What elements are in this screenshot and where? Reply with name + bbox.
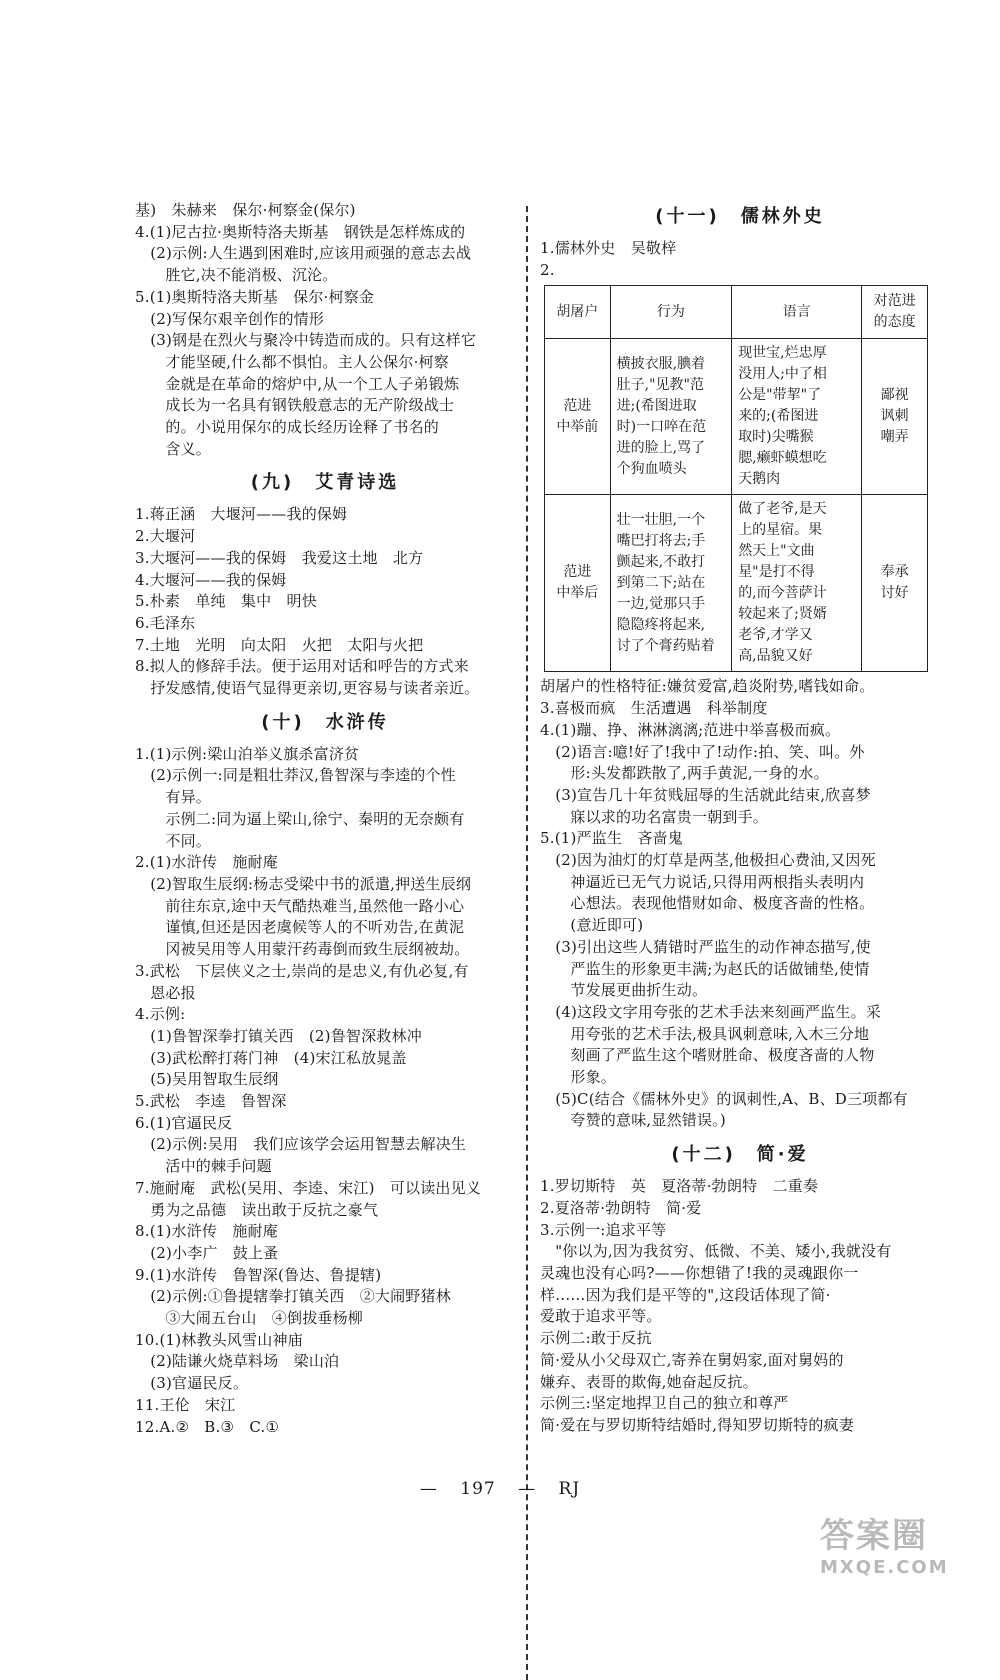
text-line: 6.毛泽东 xyxy=(135,613,196,632)
page-footer xyxy=(0,1479,1000,1499)
text-line: 4.(1)尼古拉·奥斯特洛夫斯基 钢铁是怎样炼成的 xyxy=(135,222,466,241)
cell-text-line: 隐隐疼将起来, xyxy=(616,616,706,633)
text-line: 示例三:坚定地捍卫自己的独立和尊严 xyxy=(540,1394,789,1413)
text-line: 8.拟人的修辞手法。便于运用对话和呼告的方式来 xyxy=(135,657,469,676)
row-label-cell xyxy=(545,495,611,672)
text-line: 有异。 xyxy=(135,788,212,807)
cell-text-line: 腮,癞虾蟆想吃 xyxy=(738,450,827,467)
cell-text-line: 中举后 xyxy=(556,585,599,602)
text-line: 夸赞的意味,显然错误。) xyxy=(540,1111,726,1130)
text-line: 简·爱从小父母双亡,寄养在舅妈家,面对舅妈的 xyxy=(540,1350,844,1369)
text-line: 5.武松 李逵 鲁智深 xyxy=(135,1092,287,1111)
text-line: (2)示例:①鲁提辖拳打镇关西 ②大闹野猪林 xyxy=(135,1287,451,1306)
butcher-hu-table xyxy=(544,285,928,672)
text-line: 1.(1)示例:梁山泊举义旗杀富济贫 xyxy=(135,744,360,763)
text-line: 恩必报 xyxy=(135,983,196,1002)
cell-text-line: 到第二下;站在 xyxy=(616,574,706,591)
right-column xyxy=(540,200,940,1437)
text-line: 不同。 xyxy=(135,831,212,850)
text-line: 10.(1)林教头风雪山神庙 xyxy=(135,1330,303,1349)
text-line: 含义。 xyxy=(135,439,212,458)
table-header-cell: 胡屠户 xyxy=(545,286,611,339)
text-line: (5)C(结合《儒林外史》的讽刺性,A、B、D三项都有 xyxy=(540,1089,908,1108)
cell-text-line: 嘲弄 xyxy=(880,429,909,446)
text-line: 心想法。表现他惜财如命、极度吝啬的性格。 xyxy=(540,894,875,913)
text-line: 形:头发都跌散了,两手黄泥,一身的水。 xyxy=(540,764,829,783)
right-block-3 xyxy=(540,1176,940,1436)
text-line: 用夸张的艺术手法,极具讽刺意味,入木三分地 xyxy=(540,1024,870,1043)
cell-text-line: 壮一壮胆,一个 xyxy=(616,511,706,528)
left-column xyxy=(135,200,515,1438)
text-line: (3)宣告几十年贫贱屈辱的生活就此结束,欣喜梦 xyxy=(540,785,871,804)
text-line: (2)智取生辰纲:杨志受梁中书的派遣,押送生辰纲 xyxy=(135,874,472,893)
attitude-cell xyxy=(862,495,928,672)
table-header-cell: 语言 xyxy=(732,286,862,339)
text-line: 示例二:敢于反抗 xyxy=(540,1329,652,1348)
text-line: 示例二:同为逼上梁山,徐宁、秦明的无奈颇有 xyxy=(135,809,465,828)
text-line: 8.(1)水浒传 施耐庵 xyxy=(135,1222,278,1241)
edition-mark: RJ xyxy=(558,1479,581,1499)
footer-dash: — xyxy=(518,1479,537,1499)
left-block-1 xyxy=(135,200,515,460)
text-line: (3)官逼民反。 xyxy=(135,1374,249,1393)
text-line: (2)示例:吴用 我们应该学会运用智慧去解决生 xyxy=(135,1135,467,1154)
text-line: ③大闹五台山 ④倒拔垂杨柳 xyxy=(135,1309,364,1328)
text-line: (3)引出这些人猜错时严监生的动作神态描写,使 xyxy=(540,937,871,956)
text-line: 寐以求的功名富贵一朝到手。 xyxy=(540,807,769,826)
text-line: 金就是在革命的熔炉中,从一个工人子弟锻炼 xyxy=(135,374,460,393)
cell-text-line: 嘴巴打将去;手 xyxy=(616,532,706,549)
cell-text-line: 中举前 xyxy=(556,418,599,435)
text-line: 2.夏洛蒂·勃朗特 简·爱 xyxy=(540,1198,702,1217)
cell-text-line: 进;(希图进取 xyxy=(616,397,697,414)
text-line: 12.A.② B.③ C.① xyxy=(135,1417,280,1436)
text-line: (2)示例:人生遇到困难时,应该用顽强的意志去战 xyxy=(135,244,472,263)
text-line: (3)钢是在烈火与聚冷中铸造而成的。只有这样它 xyxy=(135,331,477,350)
text-line: 嫌弃、表哥的欺侮,她奋起反抗。 xyxy=(540,1372,758,1391)
text-line: 2. xyxy=(540,260,555,279)
text-line: 1.罗切斯特 英 夏洛蒂·勃朗特 二重奏 xyxy=(540,1177,819,1196)
cell-text-line: 公是"带挈"了 xyxy=(738,387,822,404)
speech-cell xyxy=(732,339,862,495)
text-line: 2.(1)水浒传 施耐庵 xyxy=(135,853,278,872)
cell-text-line: 讽刺 xyxy=(880,408,909,425)
row-label-cell xyxy=(545,339,611,495)
text-line: 1.蒋正涵 大堰河——我的保姆 xyxy=(135,505,348,524)
text-line: 形象。 xyxy=(540,1068,617,1087)
section-heading-12: (十二) 简·爱 xyxy=(671,1144,809,1166)
text-line: 冈被吴用等人用蒙汗药毒倒而致生辰纲被劫。 xyxy=(135,940,470,959)
text-line: (3)武松醉打蒋门神 (4)宋江私放晁盖 xyxy=(135,1048,407,1067)
cell-text-line: 上的星宿。果 xyxy=(738,522,823,539)
text-line: 3.大堰河——我的保姆 我爱这土地 北方 xyxy=(135,548,424,567)
cell-text-line: 现世宝,烂忠厚 xyxy=(738,345,827,362)
table-header-cell: 行为 xyxy=(610,286,732,339)
cell-text-line: 来的;(希图进 xyxy=(738,408,819,425)
attitude-cell xyxy=(862,339,928,495)
section-heading-9: (九) 艾青诗选 xyxy=(250,472,400,494)
text-line: "你以为,因为我贫穷、低微、不美、矮小,我就没有 xyxy=(540,1242,892,1261)
text-line: 神逼近已无气力说话,只得用两根指头表明内 xyxy=(540,872,865,891)
text-line: 7.施耐庵 武松(吴用、李逵、宋江) 可以读出见义 xyxy=(135,1178,482,1197)
cell-text-line: 高,品貌又好 xyxy=(738,648,813,665)
text-line: (4)这段文字用夸张的艺术手法来刻画严监生。采 xyxy=(540,1002,882,1021)
cell-text-line: 讨了个膏药贴着 xyxy=(616,637,715,654)
cell-text-line: 然天上"文曲 xyxy=(738,543,815,560)
cell-text-line: 奉承 xyxy=(880,564,909,581)
text-line: 抒发感情,使语气显得更亲切,更容易与读者亲近。 xyxy=(135,679,480,698)
cell-text-line: 做了老爷,是天 xyxy=(738,501,827,518)
text-line: 4.(1)蹦、挣、淋淋漓漓;范进中举喜极而疯。 xyxy=(540,720,841,739)
text-line: 3.武松 下层侠义之士,崇尚的是忠义,有仇必复,有 xyxy=(135,961,469,980)
text-line: 简·爱在与罗切斯特结婚时,得知罗切斯特的疯妻 xyxy=(540,1415,854,1434)
cell-text-line: 范进 xyxy=(563,397,592,414)
left-block-2 xyxy=(135,504,515,699)
text-line: (2)陆谦火烧草料场 梁山泊 xyxy=(135,1352,340,1371)
site-watermark-logo xyxy=(820,1508,990,1588)
text-line: 胡屠户的性格特征:嫌贫爱富,趋炎附势,嗜钱如命。 xyxy=(540,677,875,696)
right-block-2 xyxy=(540,676,940,1132)
cell-text-line: 一边,觉那只手 xyxy=(616,595,706,612)
text-line: 成长为一名具有钢铁般意志的无产阶级战士 xyxy=(135,396,455,415)
text-line: 活中的棘手问题 xyxy=(135,1157,272,1176)
cell-text-line: 横披衣服,腆着 xyxy=(616,355,706,372)
watermark-url: MXQE.COM xyxy=(820,1557,949,1578)
behavior-cell xyxy=(610,495,732,672)
text-line: (1)鲁智深拳打镇关西 (2)鲁智深救林冲 xyxy=(135,1026,422,1045)
text-line: 灵魂也没有心吗?——你想错了!我的灵魂跟你一 xyxy=(540,1263,859,1282)
text-line: 3.喜极而疯 生活遭遇 科举制度 xyxy=(540,699,768,718)
cell-text-line: 老爷,才学又 xyxy=(738,627,813,644)
text-line: (2)因为油灯的灯草是两茎,他极担心费油,又因死 xyxy=(540,851,876,870)
text-line: (2)写保尔艰辛创作的情形 xyxy=(135,309,325,328)
text-line: (2)示例一:同是粗壮莽汉,鲁智深与李逵的个性 xyxy=(135,766,456,785)
text-line: 前往东京,途中天气酷热难当,虽然他一路小心 xyxy=(135,896,465,915)
text-line: 5.(1)奥斯特洛夫斯基 保尔·柯察金 xyxy=(135,287,375,306)
cell-text-line: 讨好 xyxy=(880,585,909,602)
text-line: 才能坚硬,什么都不惧怕。主人公保尔·柯察 xyxy=(135,352,449,371)
cell-text-line: 肚子,"见教"范 xyxy=(616,376,704,393)
left-block-3 xyxy=(135,744,515,1439)
section-heading-11: (十一) 儒林外史 xyxy=(655,206,825,227)
text-line: 5.朴素 单纯 集中 明快 xyxy=(135,592,317,611)
text-line: (意近即可) xyxy=(540,916,644,935)
text-line: 4.示例: xyxy=(135,1005,186,1024)
footer-dash: — xyxy=(419,1479,438,1499)
text-line: 勇为之品德 读出敢于反抗之豪气 xyxy=(135,1200,379,1219)
text-line: 3.示例一:追求平等 xyxy=(540,1220,667,1239)
cell-text-line: 时)一口啐在范 xyxy=(616,418,707,435)
table-row xyxy=(545,495,928,672)
cell-text-line: 取时)尖嘴猴 xyxy=(738,429,814,446)
text-line: 刻画了严监生这个嗜财胜命、极度吝啬的人物 xyxy=(540,1046,875,1065)
watermark-title: 答案圈 xyxy=(820,1516,928,1556)
text-line: 样……因为我们是平等的",这段话体现了简· xyxy=(540,1285,831,1304)
page-number: 197 xyxy=(460,1479,496,1499)
text-line: 11.王伦 宋江 xyxy=(135,1395,236,1414)
text-line: 5.(1)严监生 吝啬鬼 xyxy=(540,829,683,848)
cell-text-line: 没用人;中了相 xyxy=(738,366,827,383)
table-row xyxy=(545,339,928,495)
text-line: (2)小李广 鼓上蚤 xyxy=(135,1243,279,1262)
cell-text-line: 较起来了;贤婿 xyxy=(738,606,827,623)
text-line: 1.儒林外史 吴敬梓 xyxy=(540,239,677,257)
text-line: 6.(1)官逼民反 xyxy=(135,1113,233,1132)
behavior-cell xyxy=(610,339,732,495)
text-line: 节发展更曲折生动。 xyxy=(540,981,708,1000)
cell-text-line: 天鹅肉 xyxy=(738,471,781,488)
text-line: 基) 朱赫来 保尔·柯察金(保尔) xyxy=(135,201,356,219)
cell-text-line: 星"是打不得 xyxy=(738,564,815,581)
text-line: (2)语言:噫!好了!我中了!动作:拍、笑、叫。外 xyxy=(540,742,865,761)
cell-text-line: 颤起来,不敢打 xyxy=(616,553,706,570)
text-line: 胜它,决不能消极、沉沦。 xyxy=(135,266,338,285)
text-line: 的。小说用保尔的成长经历诠释了书名的 xyxy=(135,418,440,437)
text-line: 7.土地 光明 向太阳 火把 太阳与火把 xyxy=(135,635,424,654)
speech-cell xyxy=(732,495,862,672)
text-line: 严监生的形象更丰满;为赵氏的话做铺垫,使情 xyxy=(540,959,870,978)
text-line: 9.(1)水浒传 鲁智深(鲁达、鲁提辖) xyxy=(135,1265,382,1284)
cell-text-line: 鄙视 xyxy=(880,387,909,404)
text-line: 4.大堰河——我的保姆 xyxy=(135,570,287,589)
text-line: (5)吴用智取生辰纲 xyxy=(135,1070,279,1089)
text-line: 爱敢于追求平等。 xyxy=(540,1307,662,1326)
table-header-cell: 对范进的态度 xyxy=(862,286,928,339)
table-header-row xyxy=(545,286,928,339)
column-divider xyxy=(526,206,528,1680)
text-line: 2.大堰河 xyxy=(135,527,196,546)
cell-text-line: 个狗血喷头 xyxy=(616,460,687,477)
cell-text-line: 范进 xyxy=(563,564,592,581)
cell-text-line: 的,而今菩萨计 xyxy=(738,585,827,602)
right-block-1 xyxy=(540,238,940,281)
cell-text-line: 进的脸上,骂了 xyxy=(616,439,706,456)
section-heading-10: (十) 水浒传 xyxy=(261,711,389,733)
text-line: 谨慎,但还是因老虞候等人的不听劝告,在黄泥 xyxy=(135,918,465,937)
